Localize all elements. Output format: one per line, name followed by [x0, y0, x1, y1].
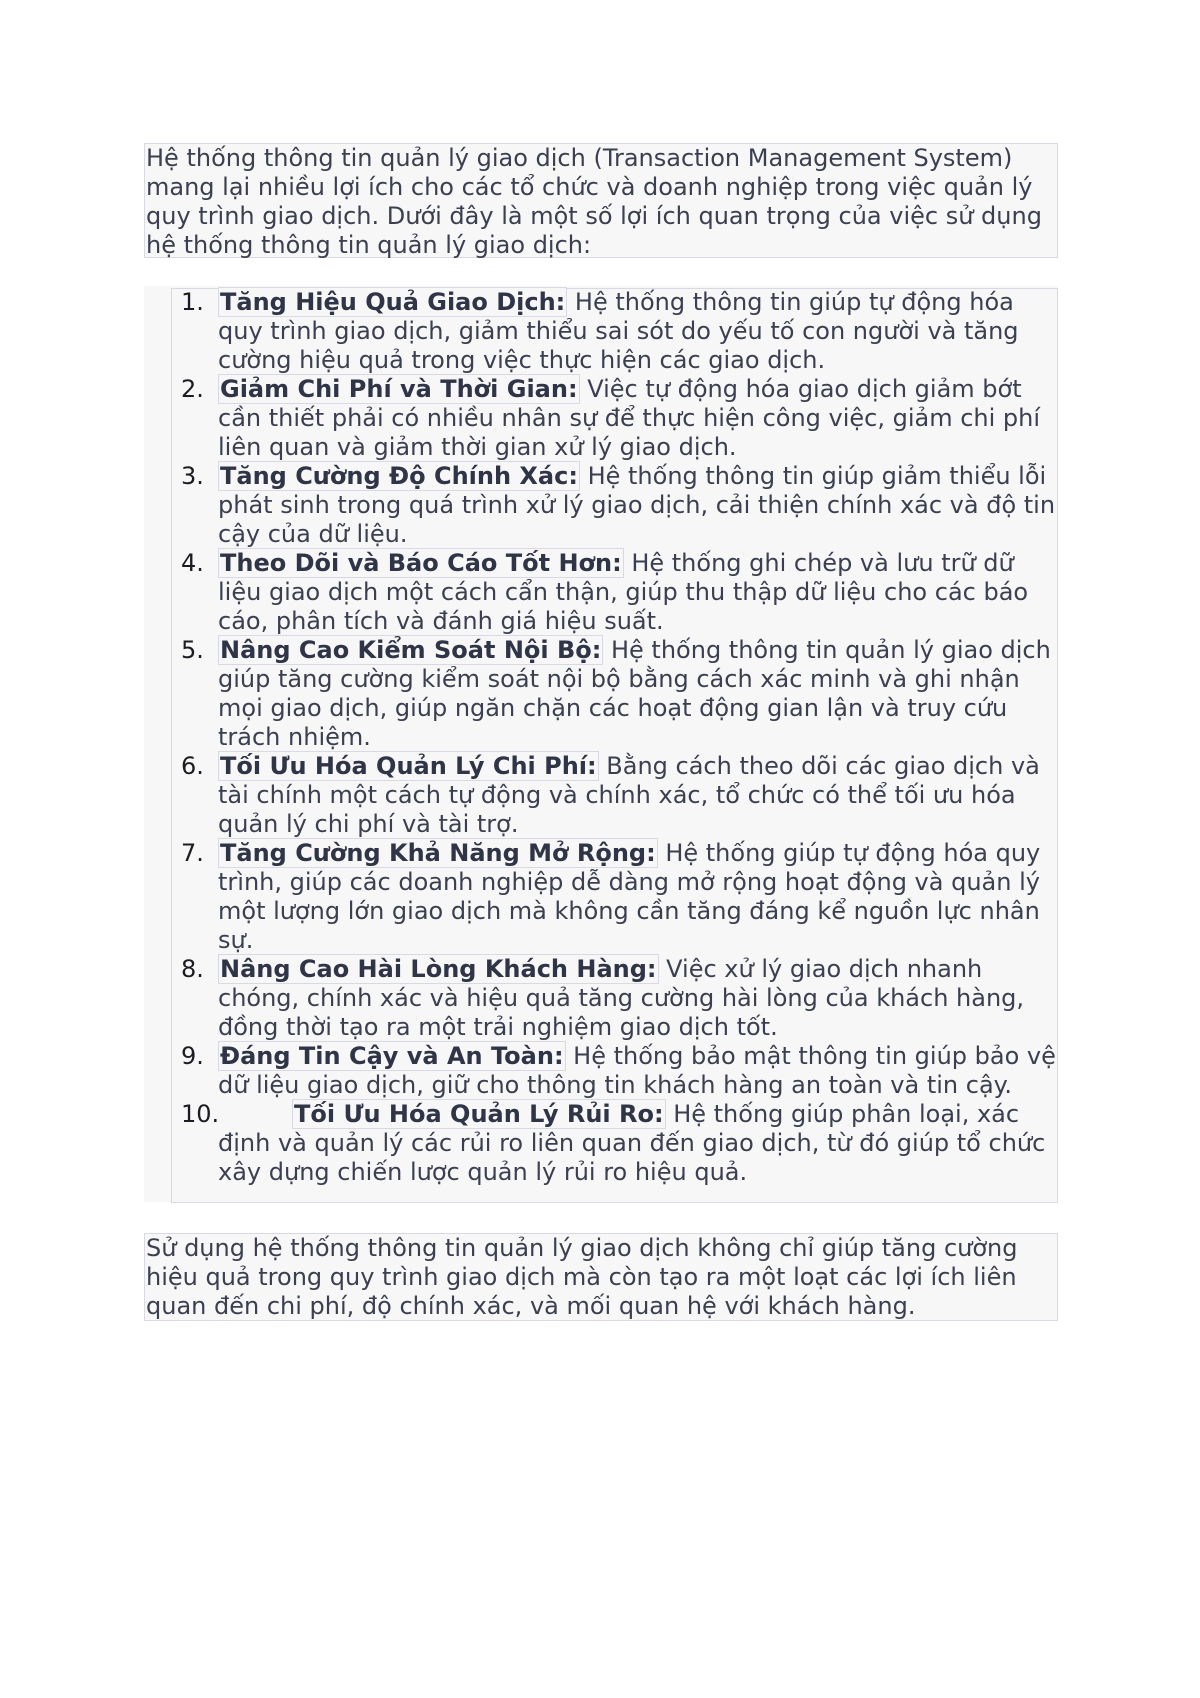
- benefit-title: Nâng Cao Hài Lòng Khách Hàng:: [220, 955, 657, 983]
- benefit-text: Hệ thống thông tin giúp tự động hóa quy trình giao dịch, giảm thiểu sai sót do yếu tố con người và tăng cường hiệu quả trong việc thực hiện các giao dịch.: [218, 288, 1019, 374]
- list-number: 9.: [181, 1042, 204, 1070]
- list-number: 3.: [181, 462, 204, 490]
- benefit-text: Hệ thống giúp phân loại, xác định và quản lý các rủi ro liên quan đến giao dịch, từ đó giúp tổ chức xây dựng chiến lược quản lý rủi ro hiệu quả.: [218, 1100, 1046, 1186]
- benefit-title: Tăng Hiệu Quả Giao Dịch:: [220, 288, 566, 316]
- conclusion-paragraph: Sử dụng hệ thống thông tin quản lý giao dịch không chỉ giúp tăng cường hiệu quả trong quy trình giao dịch mà còn tạo ra một loạt các lợi ích liên quan đến chi phí, độ chính xác, và mối quan hệ với khách hàng.: [146, 1234, 1018, 1320]
- benefit-text: Việc xử lý giao dịch nhanh chóng, chính xác và hiệu quả tăng cường hài lòng của khách hàng, đồng thời tạo ra một trải nghiệm giao dịch tốt.: [218, 955, 1025, 1041]
- list-number: 2.: [181, 375, 204, 403]
- list-number: 6.: [181, 752, 204, 780]
- list-number: 10.: [181, 1100, 220, 1128]
- list-item: [171, 752, 1058, 839]
- benefit-title: Giảm Chi Phí và Thời Gian:: [220, 375, 578, 403]
- list-number: 1.: [181, 288, 204, 316]
- benefit-title: Đáng Tin Cậy và An Toàn:: [220, 1042, 564, 1070]
- benefit-title: Nâng Cao Kiểm Soát Nội Bộ:: [220, 636, 602, 664]
- intro-block: [144, 143, 1058, 258]
- list-item: [171, 1042, 1058, 1100]
- benefit-text: Bằng cách theo dõi các giao dịch và tài chính một cách tự động và chính xác, tổ chức có thể tối ưu hóa quản lý chi phí và tài trợ.: [218, 752, 1040, 838]
- list-item: [171, 636, 1058, 752]
- benefit-text: Hệ thống thông tin quản lý giao dịch giúp tăng cường kiểm soát nội bộ bằng cách xác minh và ghi nhận mọi giao dịch, giúp ngăn chặn các hoạt động gian lận và truy cứu trách nhiệm.: [218, 636, 1051, 751]
- list-item: [171, 955, 1058, 1042]
- benefit-title: Tăng Cường Khả Năng Mở Rộng:: [220, 839, 656, 867]
- benefit-title: Tối Ưu Hóa Quản Lý Rủi Ro:: [294, 1100, 664, 1128]
- list-item: [171, 375, 1058, 462]
- conclusion-block: [144, 1233, 1058, 1321]
- list-item: [171, 549, 1058, 636]
- intro-paragraph: Hệ thống thông tin quản lý giao dịch (Transaction Management System) mang lại nhiều lợi ích cho các tổ chức và doanh nghiệp trong việc quản lý quy trình giao dịch. Dưới đây là một số lợi ích quan trọng của việc sử dụng hệ thống thông tin quản lý giao dịch:: [146, 144, 1042, 259]
- benefit-text: Hệ thống thông tin giúp giảm thiểu lỗi phát sinh trong quá trình xử lý giao dịch, cải thiện chính xác và độ tin cậy của dữ liệu.: [218, 462, 1056, 548]
- list-item: [171, 1100, 1058, 1187]
- benefit-title: Tối Ưu Hóa Quản Lý Chi Phí:: [220, 752, 597, 780]
- list-item: [171, 462, 1058, 549]
- list-item: [171, 288, 1058, 375]
- benefits-list: [171, 288, 1058, 1187]
- benefit-text: Hệ thống bảo mật thông tin giúp bảo vệ dữ liệu giao dịch, giữ cho thông tin khách hàng an toàn và tin cậy.: [218, 1042, 1056, 1099]
- list-number: 7.: [181, 839, 204, 867]
- benefit-title: Theo Dõi và Báo Cáo Tốt Hơn:: [220, 549, 622, 577]
- list-item: [171, 839, 1058, 955]
- list-number: 4.: [181, 549, 204, 577]
- list-number: 5.: [181, 636, 204, 664]
- benefit-title: Tăng Cường Độ Chính Xác:: [220, 462, 578, 490]
- benefit-text: Hệ thống giúp tự động hóa quy trình, giúp các doanh nghiệp dễ dàng mở rộng hoạt động và quản lý một lượng lớn giao dịch mà không cần tăng đáng kể nguồn lực nhân sự.: [218, 839, 1041, 954]
- benefit-text: Việc tự động hóa giao dịch giảm bớt cần thiết phải có nhiều nhân sự để thực hiện công việc, giảm chi phí liên quan và giảm thời gian xử lý giao dịch.: [218, 375, 1041, 461]
- list-number: 8.: [181, 955, 204, 983]
- benefit-text: Hệ thống ghi chép và lưu trữ dữ liệu giao dịch một cách cẩn thận, giúp thu thập dữ liệu cho các báo cáo, phân tích và đánh giá hiệu suất.: [218, 549, 1029, 635]
